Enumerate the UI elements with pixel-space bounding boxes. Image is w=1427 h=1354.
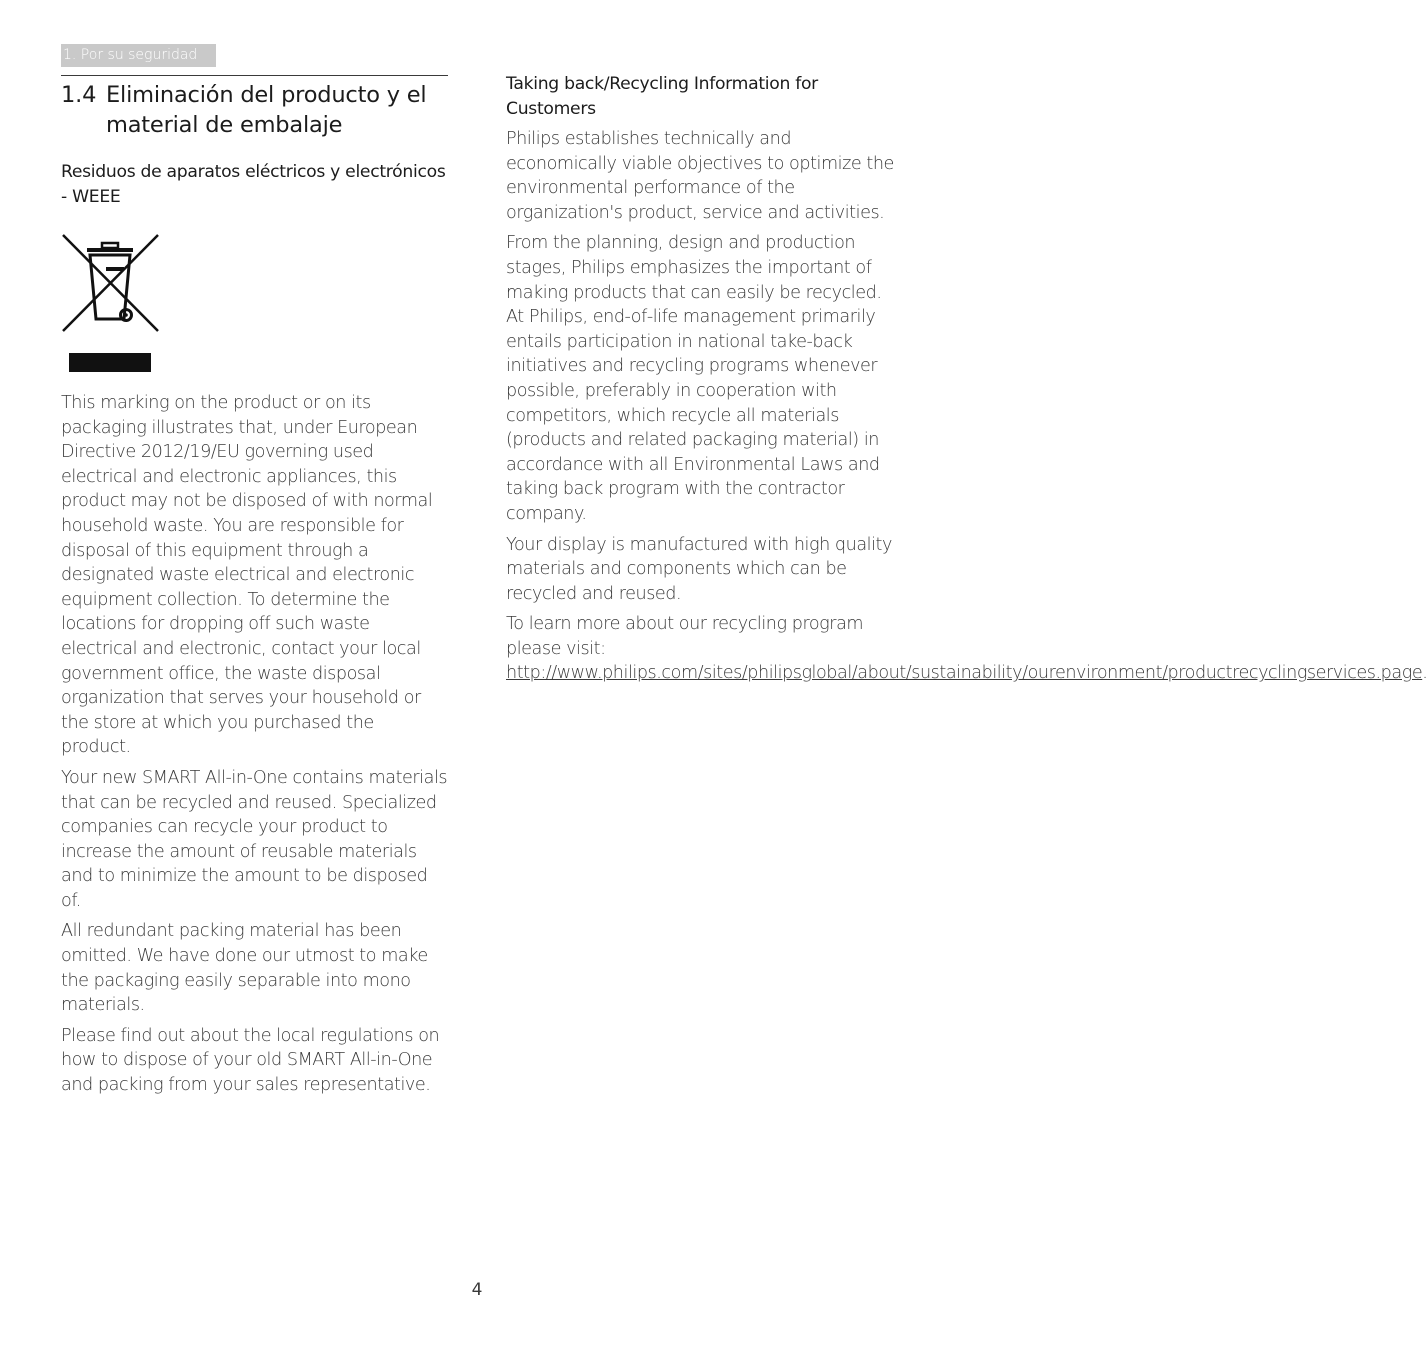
left-column <box>61 75 448 1098</box>
objectives-paragraph: Philips establishes technically and economically viable objectives to optimize the environmental performance of the organization's product, service and activities. <box>506 129 894 223</box>
weee-symbol <box>61 233 161 373</box>
heading-rule <box>61 75 448 76</box>
recycle-materials-paragraph: Your new SMART All-in-One contains materials that can be recycled and reused. Specialized companies can recycle your product to increase the amount of reusable materials and to minimize the amount to be disposed of. <box>61 767 448 911</box>
learn-more-paragraph <box>506 612 1427 686</box>
right-column <box>506 72 1427 686</box>
section-tab: 1. Por su seguridad <box>61 44 216 67</box>
recycling-subheading: Taking back/Recycling Information for Customers <box>506 74 818 119</box>
crossed-out-wheeled-bin-icon <box>61 233 161 373</box>
learn-more-intro: To learn more about our recycling program please visit: <box>506 614 864 659</box>
section-number: 1.4 <box>61 82 97 108</box>
section-title: Eliminación del producto y el material de embalaje <box>106 82 427 138</box>
learn-more-trailer: . <box>1422 663 1427 684</box>
page-number: 4 <box>471 1280 483 1300</box>
packing-paragraph: All redundant packing material has been omitted. We have done our utmost to make the packaging easily separable into mono materials. <box>61 921 428 1016</box>
weee-subheading: Residuos de aparatos eléctricos y electrónicos - WEEE <box>61 162 446 207</box>
local-regulations-paragraph: Please find out about the local regulations on how to dispose of your old SMART All-in-One and packing from your sales representative. <box>61 1025 440 1096</box>
section-heading <box>61 80 448 140</box>
recycling-program-link[interactable]: http://www.philips.com/sites/philipsglobal/about/sustainability/ourenvironment/productrecyclingservices.page <box>506 663 1423 684</box>
materials-paragraph: Your display is manufactured with high quality materials and components which can be recycled and reused. <box>506 534 892 604</box>
weee-paragraph: This marking on the product or on its packaging illustrates that, under European Directive 2012/19/EU governing used electrical and electronic appliances, this product may not be disposed of with normal household waste. You are responsible for disposal of this equipment through a designated waste electrical and electronic equipment collection. To determine the locations for dropping off such waste electrical and electronic, contact your local government office, the waste disposal organization that serves your household or the store at which you purchased the product. <box>61 393 433 758</box>
planning-paragraph: From the planning, design and production stages, Philips emphasizes the important of making products that can easily be recycled. At Philips, end-of-life management primarily entails participation in national take-back initiatives and recycling programs whenever possible, preferably in cooperation with competitors, which recycle all materials (products and related packaging material) in accordance with all Environmental Laws and taking back program with the contractor company. <box>506 233 882 524</box>
